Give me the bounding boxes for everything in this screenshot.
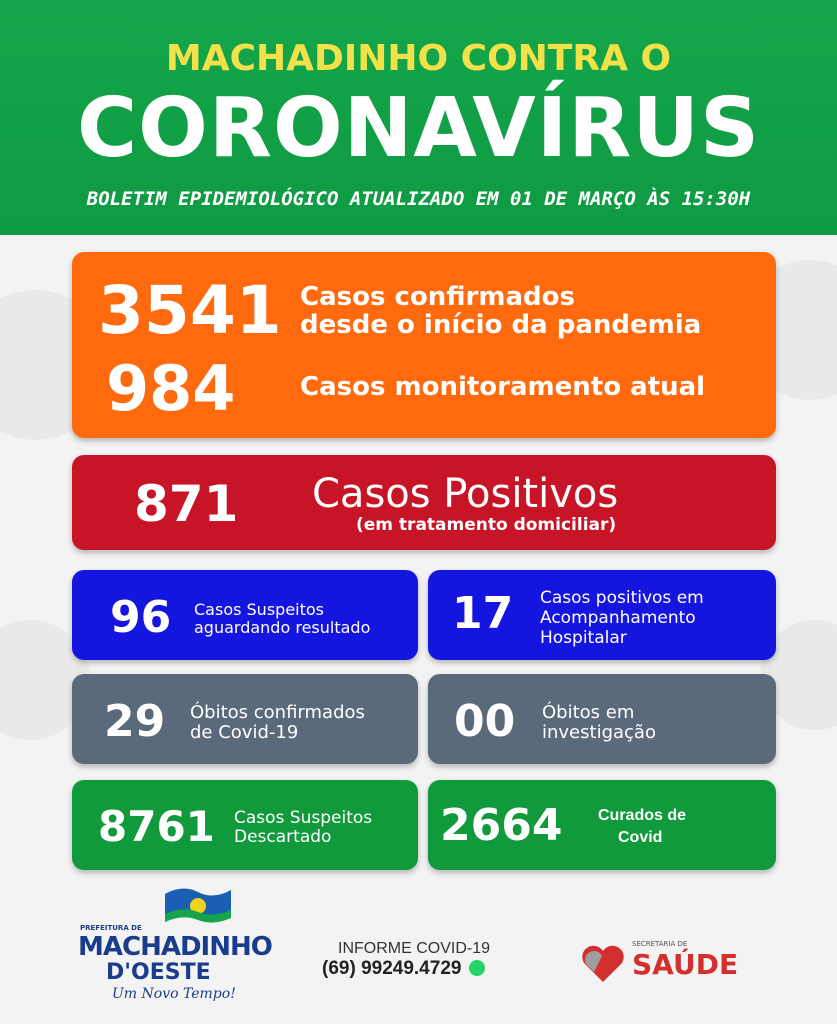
heart-icon [580,944,626,984]
confirmed-cases-card [72,252,776,438]
discarded-card [72,780,418,870]
cured-label-2: Covid [618,829,663,846]
info-phone-row [322,958,485,980]
discarded-value: 8761 [98,802,215,851]
positive-cases-card [72,455,776,550]
bulletin-date: BOLETIM EPIDEMIOLÓGICO ATUALIZADO EM 01 DE MARÇO ÀS 15:30H [86,188,751,210]
deaths-investigation-label-1: Óbitos em [542,702,635,723]
suspect-label-1: Casos Suspeitos [194,600,324,619]
logo-name-1: MACHADINHO [78,932,272,962]
deaths-label-2: de Covid-19 [190,722,299,743]
logo-slogan: Um Novo Tempo! [112,986,236,1002]
discarded-label-2: Descartado [234,827,332,847]
logo-name-2: D'OESTE [106,960,211,985]
deaths-investigation-card [428,674,776,764]
monitoring-value: 984 [106,352,236,425]
deaths-value: 29 [104,696,166,747]
hospital-cases-card [428,570,776,660]
info-phone: (69) 99249.4729 [322,958,462,979]
discarded-label-1: Casos Suspeitos [234,808,373,828]
logo-small-text: PREFEITURA DE [80,924,142,932]
suspect-value: 96 [110,592,172,643]
health-name: SAÚDE [632,948,739,981]
positive-sublabel: (em tratamento domiciliar) [356,515,617,535]
health-small-text: SECRETARIA DE [632,940,688,948]
hospital-label-3: Hospitalar [540,628,627,648]
whatsapp-icon [469,960,485,976]
hospital-label-2: Acompanhamento [540,608,696,628]
suspect-label-2: aguardando resultado [194,618,371,637]
flag-icon [163,884,233,926]
deaths-investigation-label-2: investigação [542,722,656,743]
confirmed-value: 3541 [98,272,282,349]
deaths-card [72,674,418,764]
deaths-label-1: Óbitos confirmados [190,702,365,723]
cured-label-1: Curados de [598,807,687,824]
municipality-logo [78,880,272,1010]
hospital-value: 17 [452,588,514,639]
monitoring-label: Casos monitoramento atual [300,372,706,402]
health-secretariat-logo [580,940,770,990]
positive-label: Casos Positivos [312,471,619,517]
hospital-label-1: Casos positivos em [540,588,704,608]
header-main-title: CORONAVÍRUS [76,81,760,176]
confirmed-label-1: Casos confirmados [300,282,575,312]
info-title: INFORME COVID-19 [338,940,491,957]
cured-value: 2664 [440,800,563,851]
positive-value: 871 [134,475,239,533]
header-title: MACHADINHO CONTRA O [165,38,672,79]
header-banner [0,0,837,235]
suspect-cases-card [72,570,418,660]
cured-card [428,780,776,870]
deaths-investigation-value: 00 [454,696,516,747]
confirmed-label-2: desde o início da pandemia [300,310,702,340]
